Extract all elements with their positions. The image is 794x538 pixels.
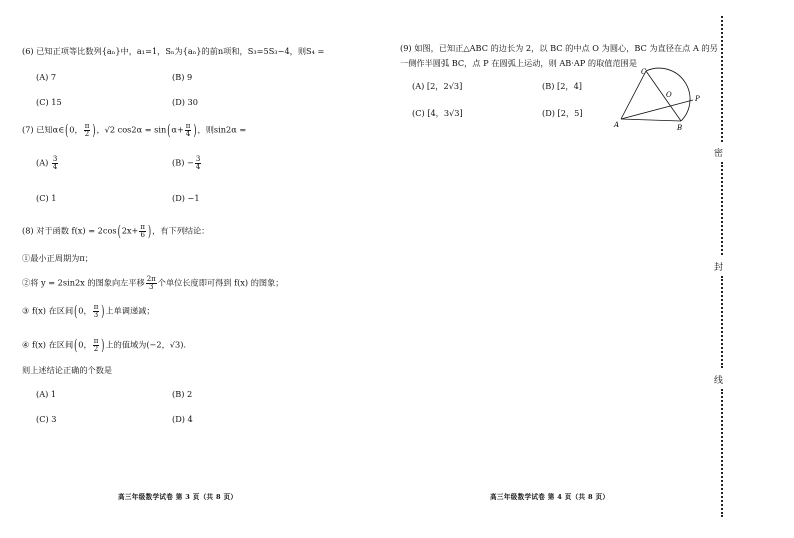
q9-stem-line1: (9) 如图，已知正△ABC 的边长为 2，以 BC 的中点 O 为圆心，BC 为直径在点 A 的另	[400, 43, 718, 53]
dotted-line-mid2	[721, 276, 727, 368]
label-c: C	[641, 68, 647, 76]
q8-prefix: (8) 对于函数 f(x) = 2cos	[22, 225, 117, 236]
q8-s3-pi: π	[93, 303, 99, 311]
q8-statement-1: ①最小正周期为π；	[22, 253, 93, 263]
dotted-line-mid1	[721, 162, 727, 255]
q8-s4-prefix: ④ f(x) 在区间	[22, 339, 74, 350]
q7-fraction-pi-4	[185, 123, 192, 138]
q8-inner: 2x+	[121, 225, 139, 236]
seal-char-mi: 密	[714, 145, 723, 160]
label-p: P	[695, 95, 700, 103]
q6-option-a[interactable]: (A) 7	[36, 72, 57, 82]
q9-option-a[interactable]: (A) [2，2√3]	[412, 81, 463, 91]
segment-cb	[646, 71, 681, 121]
q8-s4-suffix: 上的值域为(−2，√3).	[105, 339, 187, 350]
q8-statement-2	[22, 276, 283, 291]
q7-two: 2	[84, 130, 90, 138]
label-a: A	[614, 121, 620, 129]
q8-option-d[interactable]: (D) 4	[172, 414, 193, 424]
q6-option-d[interactable]: (D) 30	[172, 97, 198, 107]
q6-option-c[interactable]: (C) 15	[36, 97, 62, 107]
q8-s2-fraction	[146, 276, 157, 291]
q8-s4-fraction	[93, 338, 100, 353]
q7-option-a-label: (A)	[36, 157, 49, 168]
q7-pi-2: π	[185, 122, 191, 130]
q8-six: 6	[140, 231, 145, 239]
q9-option-c[interactable]: (C) [4，3√3]	[412, 108, 463, 118]
segment-ap	[621, 100, 693, 119]
q8-stem: (8) 对于函数 f(x) = 2cos(2x+ $\frac{\pi}{6}$ )，有下列结论：	[22, 222, 210, 240]
q8-s2-suffix: 个单位长度即可得到 f(x) 的图象；	[157, 277, 284, 288]
q7-suffix: ，则sin2α =	[197, 124, 247, 135]
q8-suffix: ，有下列结论：	[152, 225, 210, 236]
seal-char-feng: 封	[714, 259, 723, 274]
q7-option-b-num: 3	[195, 155, 201, 163]
q8-statement-4: ④ f(x) 在区间(0， $\frac{\pi}{2}$ )上的值域为(−2，√3).	[22, 336, 187, 354]
seal-char-xian: 线	[714, 372, 723, 387]
q8-statement-3: ③ f(x) 在区间(0， $\frac{\pi}{3}$ )上单调递减；	[22, 302, 155, 320]
label-o: O	[666, 91, 672, 99]
q8-option-a[interactable]: (A) 1	[36, 389, 57, 399]
q8-s3-suffix: 上单调递减；	[105, 305, 155, 316]
dotted-line-top	[721, 16, 727, 142]
q7-option-d[interactable]: (D) −1	[172, 193, 200, 203]
q9-option-d[interactable]: (D) [2，5]	[542, 108, 583, 118]
right-page-footer: 高三年级数学试卷 第 4 页（共 8 页）	[490, 493, 610, 501]
q7-option-a[interactable]	[36, 156, 59, 171]
q8-s3-den: 3	[93, 311, 99, 319]
q7-option-c[interactable]: (C) 1	[36, 193, 57, 203]
q7-option-b-label: (B) −	[172, 157, 194, 168]
q7-stem: (7) 已知α∈(0， $\frac{\pi}{2}$ )，√2 cos2α = sin(α+ $\frac{\pi}{4}$ )，则sin2α =	[22, 121, 247, 139]
dotted-line-bottom	[721, 389, 727, 517]
q9-option-b[interactable]: (B) [2，4]	[542, 81, 583, 91]
q8-s4-interval-start: 0，	[78, 339, 92, 350]
q8-conclusion: 则上述结论正确的个数是	[22, 365, 113, 375]
q7-option-a-num: 3	[52, 155, 58, 163]
q7-option-a-den: 4	[52, 163, 58, 171]
q8-s3-prefix: ③ f(x) 在区间	[22, 305, 74, 316]
q8-option-c[interactable]: (C) 3	[36, 414, 57, 424]
q7-prefix: (7) 已知α∈	[22, 124, 65, 135]
q7-alpha-plus: α+	[171, 124, 184, 135]
q8-s2-den: 3	[149, 283, 154, 291]
q8-pi: π	[140, 223, 146, 231]
q6-option-b[interactable]: (B) 9	[172, 72, 193, 82]
q8-fraction-pi-6	[139, 224, 146, 239]
label-b: B	[677, 124, 683, 132]
q8-s3-interval-start: 0，	[78, 305, 92, 316]
q8-s2-num: 2π	[146, 275, 156, 283]
q7-four: 4	[185, 130, 191, 138]
q8-s2-prefix: ②将 y = 2sin2x 的图象向左平移	[22, 277, 145, 288]
left-page-footer: 高三年级数学试卷 第 3 页（共 8 页）	[118, 493, 238, 501]
q8-s4-pi: π	[93, 337, 99, 345]
q6-stem: (6) 已知正项等比数列{aₙ}中，a₁=1，Sₙ为{aₙ}的前n项和，S₃=5S₃−4，则S₄ =	[22, 46, 325, 56]
q7-pi: π	[84, 122, 90, 130]
q8-s3-fraction	[93, 304, 100, 319]
q7-option-b-fraction	[195, 156, 201, 171]
q9-stem-line2: 一侧作半圆弧 BC，点 P 在圆弧上运动，则 AB·AP 的取值范围是	[400, 58, 638, 68]
segment-ac	[621, 71, 646, 119]
q9-triangle-semicircle-figure	[608, 64, 708, 134]
q7-option-a-fraction	[52, 156, 58, 171]
q8-option-b[interactable]: (B) 2	[172, 389, 193, 399]
q7-option-b-den: 4	[195, 163, 201, 171]
q7-option-b[interactable]	[172, 156, 202, 171]
segment-ab	[621, 119, 681, 121]
q7-mid: ，√2 cos2α = sin	[96, 124, 167, 135]
q7-interval-start: 0，	[69, 124, 83, 135]
q8-s4-den: 2	[93, 345, 99, 353]
q7-fraction-pi-2	[84, 123, 91, 138]
